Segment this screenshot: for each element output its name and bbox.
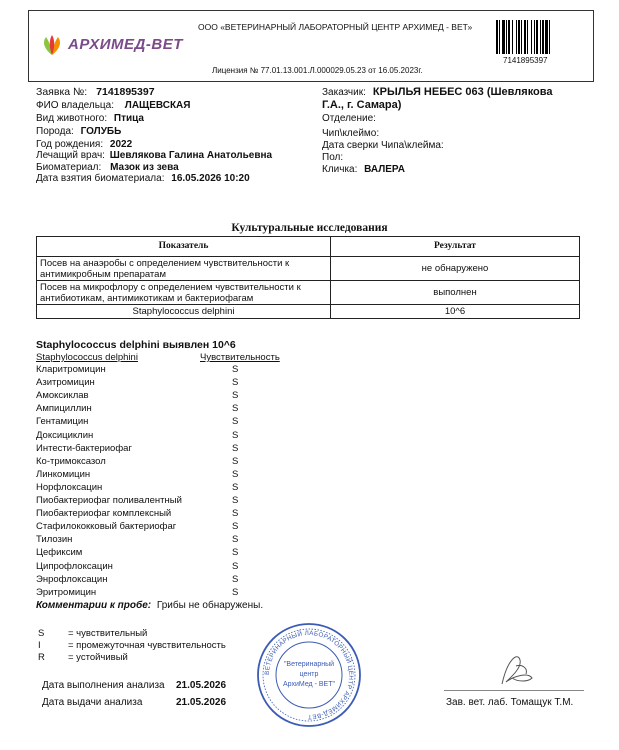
antibiotic-name: Стафилококковый бактериофаг [36,521,177,533]
table-cell-indicator: Staphylococcus delphini [37,305,331,318]
sensitivity-value: S [232,416,239,428]
table-row [37,304,579,318]
nickname-value: ВАЛЕРА [364,164,405,175]
table-header-row [37,237,579,256]
table-cell-indicator: Посев на анаэробы с определением чувствительности к антимикробным препаратам [37,257,331,280]
date-done-label: Дата выполнения анализа [42,680,165,691]
comment-row [36,600,263,611]
biomaterial-value: Мазок из зева [110,162,179,173]
owner-value: ЛАЩЕВСКАЯ [124,100,191,111]
org-name: ООО «ВЕТЕРИНАРНЫЙ ЛАБОРАТОРНЫЙ ЦЕНТР АРХИМЕД - ВЕТ» [198,22,473,32]
legend-code: I [38,640,41,651]
sensitivity-row [36,508,239,520]
sensitivity-value: S [232,364,239,375]
table-header-result: Результат [434,241,476,251]
antibiotic-name: Интести-бактериофаг [36,442,132,454]
antibiotic-name: Ампициллин [36,403,92,415]
table-cell-result: не обнаружено [421,263,489,274]
legend-text: = устойчивый [68,652,128,663]
table-cell-indicator: Посев на микрофлору с определением чувствительности к антибиотикам, антимикотикам и бактериофагам [37,281,331,304]
sensitivity-value: S [232,455,239,467]
doctor-value: Шевлякова Галина Анатольевна [109,150,273,161]
antibiotic-name: Ко-тримоксазол [36,455,106,467]
sensitivity-row [36,495,239,506]
comment-label: Комментарии к пробе: [36,600,152,611]
sensitivity-row [36,442,239,454]
department-label: Отделение: [322,113,376,124]
sensitivity-row [36,586,239,598]
table-cell-result: 10^6 [444,306,466,317]
antibiotic-name: Кларитромицин [36,364,106,375]
nickname-label: Кличка: [322,164,358,175]
owner-row [36,100,190,111]
sensitivity-value: S [232,547,239,559]
signature-caption: Зав. вет. лаб. Томащук Т.М. [446,697,574,708]
biomaterial-label: Биоматериал: [36,162,102,173]
request-value: 7141895397 [96,86,155,98]
species-value: Птица [113,113,144,124]
sensitivity-row [36,429,239,441]
legend-item [38,652,128,663]
legend-code: R [38,652,45,663]
species-row [36,113,144,124]
signature-line [444,690,584,691]
sensitivity-value: S [232,481,239,493]
table-header-indicator: Показатель [37,237,331,256]
sensitivity-column-header: Чувствительность [200,352,280,363]
finding-title: Staphylococcus delphini выявлен 10^6 [36,339,236,351]
date-taken-value: 16.05.2026 10:20 [171,173,250,184]
antibiotic-name: Гентамицин [36,416,89,428]
svg-text:центр: центр [299,671,319,678]
owner-label: ФИО владельца: [36,100,115,111]
customer-value-line2: Г.А., г. Самара) [322,99,402,111]
date-taken-row [36,173,250,184]
breed-value: ГОЛУБЬ [80,126,122,137]
sensitivity-row [36,390,239,402]
customer-value-line1: КРЫЛЬЯ НЕБЕС 063 (Шевлякова [372,86,553,98]
antibiotic-name: Доксициклин [36,429,94,441]
date-taken-label: Дата взятия биоматериала: [36,173,165,184]
antibiotic-name: Энрофлоксацин [36,573,108,585]
table-cell-result: выполнен [433,287,477,298]
chip-check-label: Дата сверки Чипа\клейма: [322,140,444,151]
breed-label: Порода: [36,126,74,137]
barcode-number: 7141895397 [503,56,548,65]
legend-text: = промежуточная чувствительность [68,640,226,651]
sex-label: Пол: [322,152,344,163]
sensitivity-row [36,468,239,480]
customer-row [322,86,553,98]
antibiotic-name: Норфлоксацин [36,481,103,493]
signature-image [488,648,540,690]
nickname-row [322,164,405,175]
customer-label: Заказчик: [322,87,366,98]
table-row [37,256,579,280]
sensitivity-row [36,521,239,533]
section-title: Культуральные исследования [231,222,388,234]
sensitivity-row [36,560,239,572]
antibiotic-name: Пиобактериофаг комплексный [36,508,172,520]
biomaterial-row [36,162,179,173]
birth-row [36,139,132,150]
request-row [36,86,155,98]
sensitivity-value: S [232,403,239,415]
license-text: Лицензия № 77.01.13.001.Л.000029.05.23 от 16.05.2023г. [212,66,423,75]
legend-text: = чувствительный [68,628,148,639]
sensitivity-row [36,534,239,546]
sensitivity-value: S [232,468,239,480]
table-row [37,280,579,304]
antibiotic-name: Линкомицин [36,468,91,480]
doctor-row [36,150,272,161]
legend-code: S [38,628,45,639]
antibiotic-name: Тилозин [36,534,73,546]
legend-item [38,628,148,639]
sensitivity-value: S [232,560,239,572]
sensitivity-value: S [232,429,239,441]
logo-icon [40,33,64,57]
logo-text: АРХИМЕД-ВЕТ [68,36,183,53]
sensitivity-row [36,573,239,585]
sensitivity-row [36,364,239,375]
sensitivity-value: S [232,586,239,598]
svg-text:"Ветеринарный: "Ветеринарный [283,661,335,668]
organism-column-header: Staphylococcus delphini [36,352,138,363]
sensitivity-value: S [232,495,239,506]
antibiotic-name: Ципрофлоксацин [36,560,113,572]
comment-value: Грибы не обнаружены. [156,600,264,611]
doctor-label: Лечащий врач: [36,150,105,161]
breed-row [36,126,121,137]
species-label: Вид животного: [36,113,108,124]
sensitivity-row [36,547,239,559]
sensitivity-value: S [232,390,239,402]
stamp-seal-icon [256,622,362,728]
svg-text:ВЕТЕРИНАРНЫЙ ЛАБОРАТОРНЫЙ ЦЕНТ: ВЕТЕРИНАРНЫЙ ЛАБОРАТОРНЫЙ ЦЕНТР АРХИМЕД-ВЕТ [263,629,355,721]
sensitivity-row [36,377,239,389]
legend-item [38,640,226,651]
antibiotic-name: Амоксиклав [36,390,89,402]
svg-text:АрхиМед - ВЕТ": АрхиМед - ВЕТ" [283,681,335,688]
results-table [36,236,580,319]
sensitivity-row [36,481,239,493]
date-issued-label: Дата выдачи анализа [42,697,143,708]
sensitivity-row [36,455,239,467]
sensitivity-value: S [232,508,239,520]
antibiotic-name: Азитромицин [36,377,95,389]
birth-value: 2022 [109,139,133,150]
barcode [496,20,576,54]
date-done-value: 21.05.2026 [176,680,227,691]
date-issued-value: 21.05.2026 [176,697,227,708]
sensitivity-value: S [232,573,239,585]
request-label: Заявка №: [36,86,88,98]
sensitivity-row [36,403,239,415]
chip-label: Чип\клеймо: [322,128,380,139]
sensitivity-row [36,416,239,428]
sensitivity-value: S [232,442,239,454]
antibiotic-name: Цефиксим [36,547,83,559]
sensitivity-value: S [232,521,239,533]
sensitivity-value: S [232,377,239,389]
birth-label: Год рождения: [36,139,104,150]
antibiotic-name: Пиобактериофаг поливалентный [36,495,182,506]
antibiotic-name: Эритромицин [36,586,97,598]
sensitivity-value: S [232,534,239,546]
